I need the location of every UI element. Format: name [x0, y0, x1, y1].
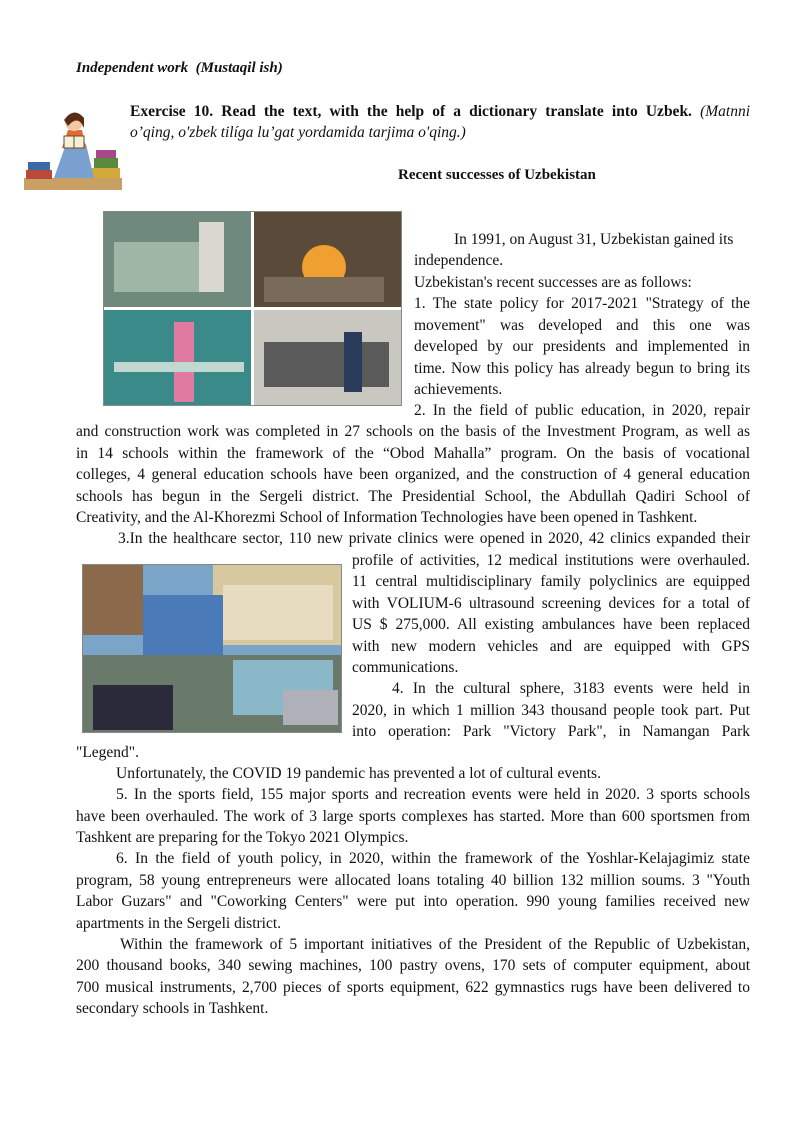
heading-uz: (Mustaqil ish) — [195, 60, 283, 76]
article-title: Recent successes of Uzbekistan — [398, 167, 596, 183]
para-line-34: Within the framework of 5 important initiatives of the President of the Republic of Uzbekistan, — [120, 936, 750, 953]
industry-photo-collage — [103, 211, 402, 406]
culture-photo-collage — [82, 564, 342, 733]
exercise-instruction-text: . Read the text, with the help of a dictionary translate into Uzbek. — [209, 103, 692, 120]
para-line-32: Labor Guzars" and "Coworking Centers" were put into operation. 990 young families received new — [76, 893, 750, 910]
para-line-1: In 1991, on August 31, Uzbekistan gained its — [454, 231, 734, 248]
para-line-36: 700 musical instruments, 2,700 pieces of sports equipment, 622 gymnastics rugs have been delivered to — [76, 979, 750, 996]
para-line-15: 3.In the healthcare sector, 110 new private clinics were opened in 2020, 42 clinics expanded their — [118, 530, 750, 547]
para-line-11: in 14 schools within the framework of the “Obod Mahalla” program. On the basis of vocational — [76, 445, 750, 462]
para-line-26: Unfortunately, the COVID 19 pandemic has prevented a lot of cultural events. — [116, 765, 601, 782]
para-line-19: US $ 275,000. All existing ambulances have been replaced — [352, 616, 750, 633]
para-line-33: apartments in the Sergeli district. — [76, 915, 282, 932]
para-line-21: communications. — [352, 659, 459, 676]
para-line-17: 11 central multidisciplinary family polyclinics are equipped — [352, 573, 750, 590]
para-line-18: with VOLIUM-6 ultrasound screening devices for a total of — [352, 595, 750, 612]
para-line-16: profile of activities, 12 medical institutions were overhauled. — [352, 552, 750, 569]
para-line-10: and construction work was completed in 27 schools on the basis of the Investment Program, as well as — [76, 423, 750, 440]
para-line-37: secondary schools in Tashkent. — [76, 1000, 269, 1017]
para-line-23: 2020, in which 1 million 343 thousand people took part. Put — [352, 702, 750, 719]
exercise-uz-part1: (Matnni — [700, 103, 750, 120]
exercise-uz-part2: o’qing, o'zbek tilíga lu’gat yordamida tarjima o'qing.) — [130, 124, 466, 141]
exercise-number: Exercise 10 — [130, 103, 210, 120]
para-line-31: program, 58 young entrepreneurs were allocated loans totaling 40 billion 132 million soums. 3 "Youth — [76, 872, 750, 889]
heading-en: Independent work — [76, 60, 189, 76]
para-line-35: 200 thousand books, 340 sewing machines, 100 pastry ovens, 170 sets of computer equipment, about — [76, 957, 750, 974]
para-line-6: developed by our presidents and implemented in — [414, 338, 750, 355]
para-line-12: colleges, 4 general education schools have been organized, and the construction of 4 general education — [76, 466, 750, 483]
page-heading — [76, 60, 283, 77]
reading-girl-illustration — [24, 100, 122, 192]
para-line-4: 1. The state policy for 2017-2021 "Strategy of the — [414, 295, 750, 312]
para-line-30: 6. In the field of youth policy, in 2020, within the framework of the Yoshlar-Kelajagimiz state — [116, 850, 750, 867]
para-line-8: achievements. — [414, 381, 503, 398]
para-line-27: 5. In the sports field, 155 major sports and recreation events were held in 2020. 3 sports schools — [116, 786, 750, 803]
para-line-29: Tashkent are preparing for the Tokyo 2021 Olympics. — [76, 829, 409, 846]
para-line-2: independence. — [414, 252, 504, 269]
para-line-24: into operation: Park "Victory Park", in Namangan Park — [352, 723, 750, 740]
para-line-14: Creativity, and the Al-Khorezmi School of Information Technologies have been opened in Tashkent. — [76, 509, 698, 526]
para-line-25: "Legend". — [76, 744, 140, 761]
para-line-13: schools has begun in the Sergeli district. The Presidential School, the Abdullah Qadiri School of — [76, 488, 750, 505]
para-line-20: with new modern vehicles and are equipped with GPS — [352, 638, 750, 655]
para-line-9: 2. In the field of public education, in 2020, repair — [414, 402, 750, 419]
para-line-28: have been overhauled. The work of 3 large sports complexes has started. More than 600 sportsmen from — [76, 808, 750, 825]
exercise-instruction — [130, 101, 750, 123]
para-line-7: time. Now this policy has already begun to bring its — [414, 360, 750, 377]
para-line-22: 4. In the cultural sphere, 3183 events were held in — [392, 680, 750, 697]
para-line-5: movement" was developed and this one was — [414, 317, 750, 334]
para-line-3: Uzbekistan's recent successes are as follows: — [414, 274, 692, 291]
